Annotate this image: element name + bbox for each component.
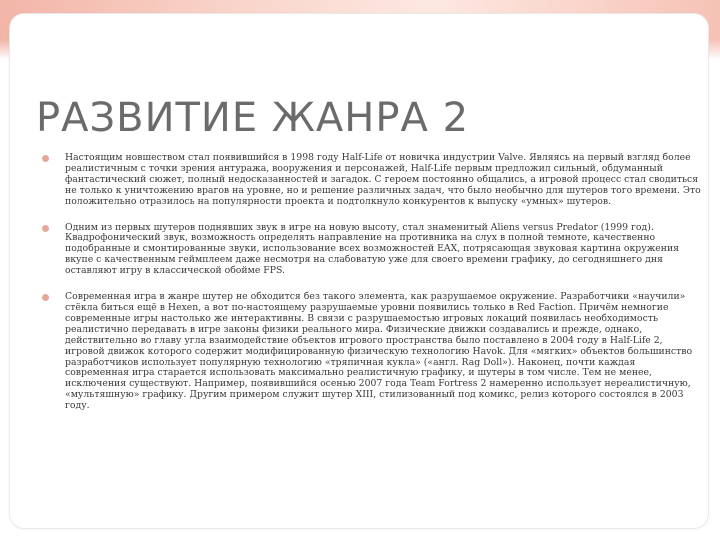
slide-title: РАЗВИТИЕ ЖАНРА 2 [36, 95, 470, 141]
bullet-text: Настоящим новшеством стал появившийся в 1998 году Half-Life от новичка индустрии Valve. Являясь на первый взгляд более реалистичным с точки зрения антуража, вооружения и персонажей, Half-Life первым предложил сильный, обдуманный фантастический сюжет, полный недосказанностей и загадок. С героем постоянно общались, а игровой процесс стал сводиться не только к уничтожению врагов на уровне, но и решение различных задач, что было необычно для шутеров того времени. Это положительно отразилось на популярности проекта и подтолкнуло конкурентов к выпуску «умных» шутеров. [65, 152, 701, 207]
bullet-item [42, 153, 702, 208]
bullet-item [42, 223, 702, 278]
bullet-dot-icon [42, 225, 49, 232]
bullet-item [42, 292, 702, 412]
bullet-text: Современная игра в жанре шутер не обходится без такого элемента, как разрушаемое окружение. Разработчики «научили» стёкла биться ещё в Hexen, а вот по-настоящему разрушаемые уровни появились только в Red Faction. Причём немногие современные игры настолько же интерактивны. В связи с разрушаемостью игровых локаций появилась необходимость реалистично передавать в игре законы физики реального мира. Физические движки создавались и прежде, однако, действительно во главу угла взаимодействие объектов игрового пространства было поставлено в 2004 году в Half-Life 2, игровой движок которого содержит модифицированную физическую технологию Havok. Для «мягких» объектов большинство разработчиков использует популярную технологию «тряпичная кукла» («англ. Rag Doll»). Наконец, почти каждая современная игра старается использовать максимально реалистичную графику, и шутеры в том числе. Тем не менее, исключения существуют. Например, появившийся осенью 2007 года Team Fortress 2 намеренно использует нереалистичную, «мультяшную» графику. Другим примером служит шутер XIII, стилизованный под комикс, релиз которого состоялся в 2003 году. [65, 291, 693, 412]
bullet-text: Одним из первых шутеров поднявших звук в игре на новую высоту, стал знаменитый Aliens versus Predator (1999 год). Квадрофонический звук, возможность определять направление на противника на слух в полной темноте, качественно подобранные и смонтированные звуки, использование всех возможностей EAX, потрясающая звуковая картина окружения вкупе с качественным геймплеем даже несмотря на слабоватую уже для своего времени графику, до сегодняшнего дня оставляют игру в классической обойме FPS. [65, 221, 680, 277]
bullet-dot-icon [42, 155, 49, 162]
bullet-dot-icon [42, 294, 49, 301]
bullet-list [42, 153, 702, 412]
